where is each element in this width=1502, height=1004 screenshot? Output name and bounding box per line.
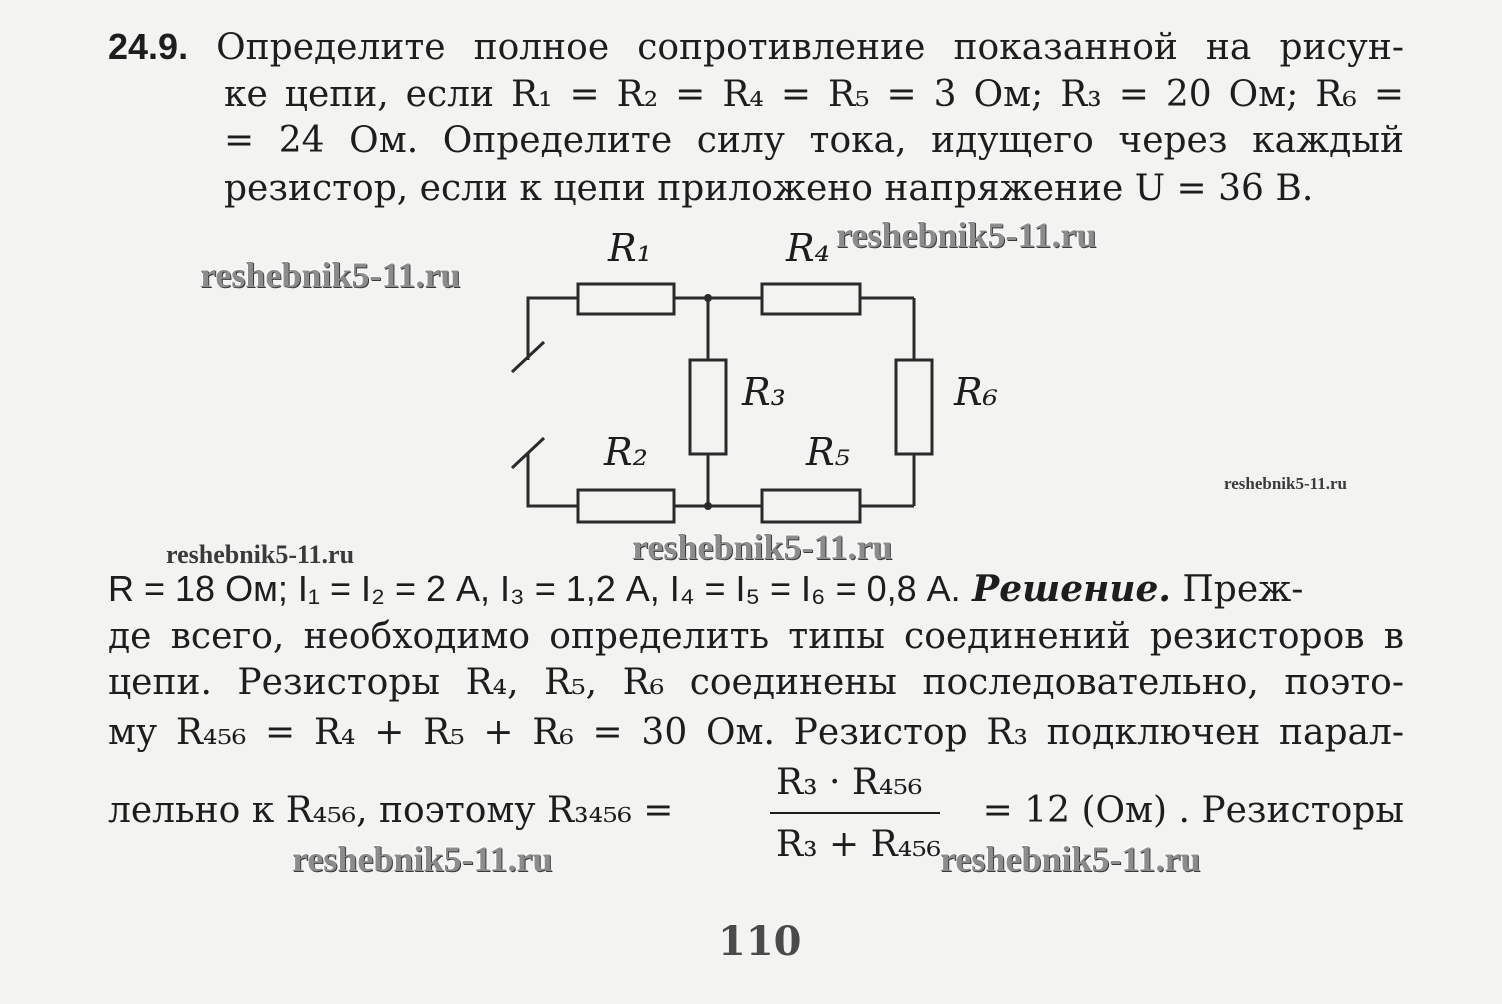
fraction-bar xyxy=(770,812,940,814)
problem-number: 24.9. xyxy=(108,26,189,67)
watermark: reshebnik5-11.ru xyxy=(200,255,461,295)
answer-line xyxy=(108,566,1404,613)
label-r1: R₁ xyxy=(608,226,652,270)
problem-line-4: резистор, если к цепи приложено напряжение U = 36 В. xyxy=(224,168,1314,209)
watermark: reshebnik5-11.ru xyxy=(292,839,553,879)
bottom-left-wire xyxy=(528,454,578,506)
watermark: reshebnik5-11.ru xyxy=(836,215,1097,255)
solution-line-2: де всего, необходимо определить типы соединений резисторов в xyxy=(108,616,1404,657)
answer-line-tail: Преж- xyxy=(1182,569,1304,610)
fraction-denominator: R₃ + R₄₅₆ xyxy=(776,824,941,865)
resistor-r4 xyxy=(762,284,860,314)
solution-line-5-start: лельно к R₄₅₆, поэтому R₃₄₅₆ = xyxy=(108,790,674,831)
solution-heading: Решение. xyxy=(972,568,1171,610)
resistor-r5 xyxy=(762,490,860,522)
watermark: reshebnik5-11.ru xyxy=(940,839,1201,879)
answer-values: R = 18 Ом; I₁ = I₂ = 2 А, I₃ = 1,2 А, I₄ = I₅ = I₆ = 0,8 А. xyxy=(108,568,961,609)
problem-line-3: = 24 Ом. Определите силу тока, идущего через каждый xyxy=(224,120,1404,161)
label-r6: R₆ xyxy=(954,370,998,414)
solution-line-4: му R₄₅₆ = R₄ + R₅ + R₆ = 30 Ом. Резистор R₃ подключен парал- xyxy=(108,712,1404,753)
node-top xyxy=(704,294,712,302)
label-r2: R₂ xyxy=(604,430,648,474)
node-bottom xyxy=(704,502,712,510)
solution-line-5-end: = 12 (Ом) . Резисторы xyxy=(982,790,1404,831)
problem-text-line-1: Определите полное сопротивление показанной на рисун- xyxy=(216,27,1404,68)
resistor-r1 xyxy=(578,284,674,314)
fraction-numerator: R₃ · R₄₅₆ xyxy=(776,762,923,803)
label-r3: R₃ xyxy=(742,370,786,414)
label-r4: R₄ xyxy=(786,226,830,270)
resistor-r6 xyxy=(896,360,932,454)
resistor-r2 xyxy=(578,490,674,522)
solution-line-3: цепи. Резисторы R₄, R₅, R₆ соединены последовательно, поэто- xyxy=(108,662,1404,703)
page-number: 110 xyxy=(718,918,802,965)
watermark: reshebnik5-11.ru xyxy=(632,527,893,567)
resistor-r3 xyxy=(690,360,726,454)
watermark: reshebnik5-11.ru xyxy=(1224,474,1347,493)
problem-line-2: ке цепи, если R₁ = R₂ = R₄ = R₅ = 3 Ом; R₃ = 20 Ом; R₆ = xyxy=(224,74,1404,115)
watermark: reshebnik5-11.ru xyxy=(166,540,355,569)
label-r5: R₅ xyxy=(806,430,850,474)
